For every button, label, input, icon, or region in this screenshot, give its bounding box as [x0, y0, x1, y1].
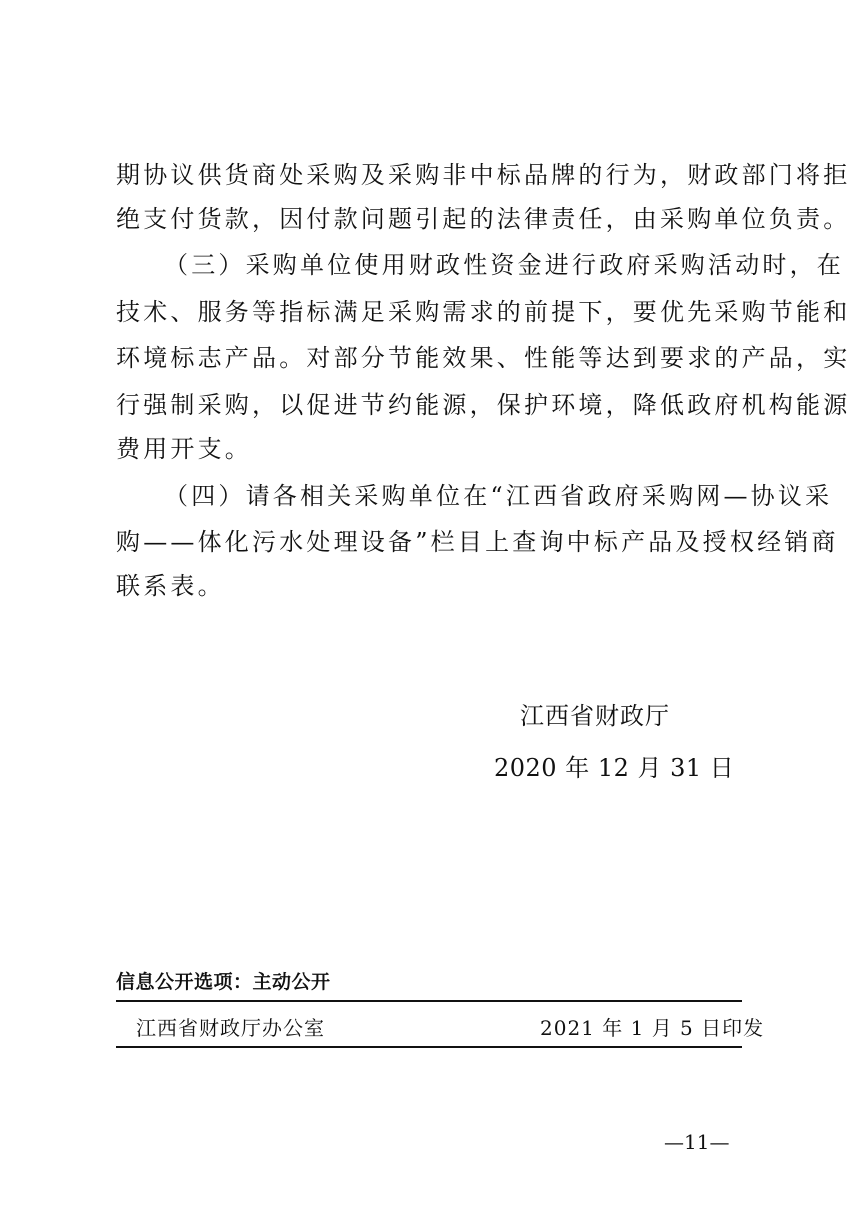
body-line: 行强制采购，以促进节约能源，保护环境，降低政府机构能源 — [116, 391, 851, 419]
body-line: 环境标志产品。对部分节能效果、性能等达到要求的产品，实 — [116, 344, 851, 372]
disclosure-option: 信息公开选项：主动公开 — [116, 971, 331, 993]
body-line: 期协议供货商处采购及采购非中标品牌的行为，财政部门将拒 — [116, 161, 851, 189]
body-line: （三）采购单位使用财政性资金进行政府采购活动时，在 — [164, 251, 844, 279]
body-line: （四）请各相关采购单位在“江西省政府采购网—协议采 — [164, 482, 833, 510]
signature-date: 2020 年 12 月 31 日 — [494, 754, 735, 782]
body-line: 购——体化污水处理设备”栏目上查询中标产品及授权经销商 — [116, 528, 839, 556]
footer-top-rule — [116, 1000, 742, 1002]
body-line: 技术、服务等指标满足采购需求的前提下，要优先采购节能和 — [116, 298, 851, 326]
body-line: 绝支付货款，因付款问题引起的法律责任，由采购单位负责。 — [116, 205, 851, 233]
body-line: 联系表。 — [116, 572, 225, 600]
signature-issuer: 江西省财政厅 — [520, 702, 670, 730]
footer-print-date: 2021 年 1 月 5 日印发 — [540, 1016, 765, 1040]
footer-bottom-rule — [116, 1046, 742, 1048]
body-line: 费用开支。 — [116, 435, 252, 463]
page-number: —11— — [664, 1130, 730, 1154]
footer-office: 江西省财政厅办公室 — [136, 1016, 325, 1040]
